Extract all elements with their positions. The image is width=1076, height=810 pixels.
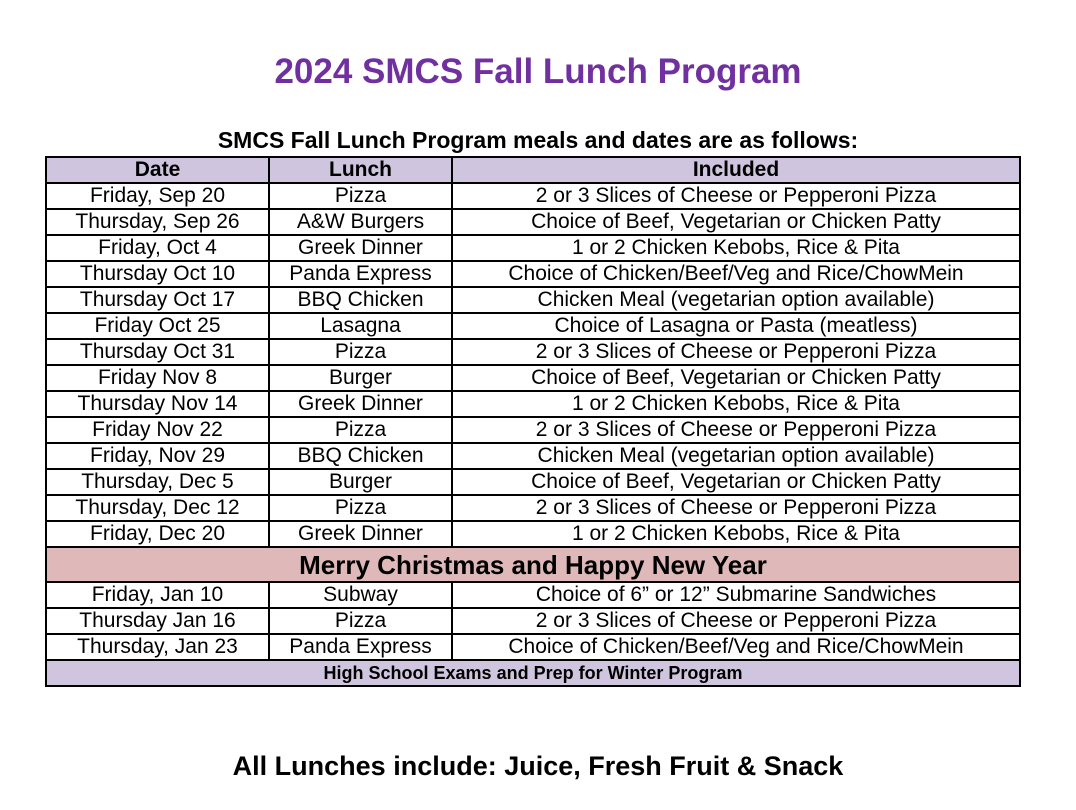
table-row bbox=[46, 443, 1020, 469]
cell-date: Thursday, Sep 26 bbox=[46, 209, 269, 235]
table-row bbox=[46, 495, 1020, 521]
cell-included: 1 or 2 Chicken Kebobs, Rice & Pita bbox=[452, 235, 1020, 261]
cell-included: 2 or 3 Slices of Cheese or Pepperoni Pizza bbox=[452, 495, 1020, 521]
cell-included: 2 or 3 Slices of Cheese or Pepperoni Pizza bbox=[452, 417, 1020, 443]
cell-included: Choice of 6” or 12” Submarine Sandwiches bbox=[452, 582, 1020, 608]
exams-banner-row bbox=[46, 660, 1020, 686]
cell-date: Thursday Nov 14 bbox=[46, 391, 269, 417]
header-date: Date bbox=[46, 157, 269, 183]
cell-date: Friday, Nov 29 bbox=[46, 443, 269, 469]
table-row bbox=[46, 417, 1020, 443]
cell-included: Choice of Beef, Vegetarian or Chicken Patty bbox=[452, 209, 1020, 235]
cell-lunch: BBQ Chicken bbox=[269, 443, 452, 469]
table-row bbox=[46, 261, 1020, 287]
table-row bbox=[46, 469, 1020, 495]
table-row bbox=[46, 608, 1020, 634]
cell-included: Chicken Meal (vegetarian option available) bbox=[452, 443, 1020, 469]
cell-lunch: Pizza bbox=[269, 495, 452, 521]
cell-date: Friday Nov 8 bbox=[46, 365, 269, 391]
cell-date: Thursday Oct 10 bbox=[46, 261, 269, 287]
table-row bbox=[46, 183, 1020, 209]
cell-included: Chicken Meal (vegetarian option available) bbox=[452, 287, 1020, 313]
page-title: 2024 SMCS Fall Lunch Program bbox=[274, 52, 802, 91]
table-row bbox=[46, 391, 1020, 417]
footer-note: All Lunches include: Juice, Fresh Fruit & Snack bbox=[232, 751, 844, 781]
cell-date: Thursday, Dec 5 bbox=[46, 469, 269, 495]
holiday-banner-row bbox=[46, 547, 1020, 582]
cell-date: Thursday, Jan 23 bbox=[46, 634, 269, 660]
cell-included: Choice of Beef, Vegetarian or Chicken Patty bbox=[452, 365, 1020, 391]
table-caption: SMCS Fall Lunch Program meals and dates are as follows: bbox=[217, 127, 859, 153]
cell-date: Thursday Jan 16 bbox=[46, 608, 269, 634]
table-header-row bbox=[46, 157, 1020, 183]
cell-included: 1 or 2 Chicken Kebobs, Rice & Pita bbox=[452, 521, 1020, 547]
cell-included: Choice of Beef, Vegetarian or Chicken Patty bbox=[452, 469, 1020, 495]
cell-lunch: Lasagna bbox=[269, 313, 452, 339]
cell-included: 1 or 2 Chicken Kebobs, Rice & Pita bbox=[452, 391, 1020, 417]
table-row bbox=[46, 313, 1020, 339]
cell-date: Thursday Oct 31 bbox=[46, 339, 269, 365]
table-row bbox=[46, 365, 1020, 391]
cell-included: 2 or 3 Slices of Cheese or Pepperoni Pizza bbox=[452, 608, 1020, 634]
table-row bbox=[46, 521, 1020, 547]
cell-date: Friday, Dec 20 bbox=[46, 521, 269, 547]
table-row bbox=[46, 582, 1020, 608]
lunch-schedule-table bbox=[45, 156, 1021, 687]
table-row bbox=[46, 287, 1020, 313]
cell-date: Friday Nov 22 bbox=[46, 417, 269, 443]
cell-included: 2 or 3 Slices of Cheese or Pepperoni Pizza bbox=[452, 339, 1020, 365]
cell-lunch: A&W Burgers bbox=[269, 209, 452, 235]
cell-date: Friday, Sep 20 bbox=[46, 183, 269, 209]
cell-lunch: Pizza bbox=[269, 608, 452, 634]
cell-lunch: Subway bbox=[269, 582, 452, 608]
cell-included: Choice of Chicken/Beef/Veg and Rice/ChowMein bbox=[452, 634, 1020, 660]
cell-date: Thursday, Dec 12 bbox=[46, 495, 269, 521]
table-row bbox=[46, 634, 1020, 660]
cell-lunch: Burger bbox=[269, 365, 452, 391]
header-included: Included bbox=[452, 157, 1020, 183]
cell-lunch: Greek Dinner bbox=[269, 235, 452, 261]
header-lunch: Lunch bbox=[269, 157, 452, 183]
cell-included: 2 or 3 Slices of Cheese or Pepperoni Pizza bbox=[452, 183, 1020, 209]
winter-rows bbox=[46, 582, 1020, 660]
cell-lunch: Pizza bbox=[269, 417, 452, 443]
cell-date: Friday Oct 25 bbox=[46, 313, 269, 339]
cell-lunch: Greek Dinner bbox=[269, 391, 452, 417]
table-row bbox=[46, 235, 1020, 261]
cell-lunch: BBQ Chicken bbox=[269, 287, 452, 313]
cell-included: Choice of Lasagna or Pasta (meatless) bbox=[452, 313, 1020, 339]
cell-date: Friday, Oct 4 bbox=[46, 235, 269, 261]
cell-date: Thursday Oct 17 bbox=[46, 287, 269, 313]
cell-lunch: Greek Dinner bbox=[269, 521, 452, 547]
cell-lunch: Pizza bbox=[269, 339, 452, 365]
exams-banner: High School Exams and Prep for Winter Program bbox=[46, 660, 1020, 686]
table-row bbox=[46, 339, 1020, 365]
cell-lunch: Panda Express bbox=[269, 634, 452, 660]
cell-lunch: Panda Express bbox=[269, 261, 452, 287]
fall-rows bbox=[46, 183, 1020, 547]
cell-lunch: Pizza bbox=[269, 183, 452, 209]
cell-date: Friday, Jan 10 bbox=[46, 582, 269, 608]
holiday-banner: Merry Christmas and Happy New Year bbox=[46, 547, 1020, 582]
table-row bbox=[46, 209, 1020, 235]
cell-included: Choice of Chicken/Beef/Veg and Rice/ChowMein bbox=[452, 261, 1020, 287]
cell-lunch: Burger bbox=[269, 469, 452, 495]
